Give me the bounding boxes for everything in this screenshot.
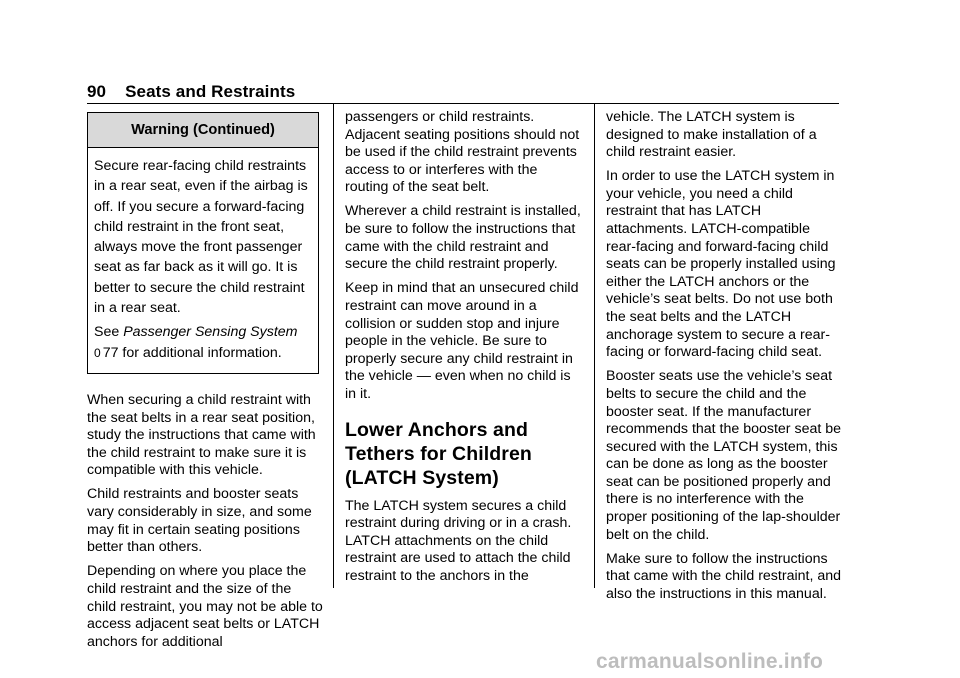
warning-box [87,112,319,374]
warning-body [88,148,318,373]
cross-reference-link[interactable]: Passenger Sensing System [123,324,298,341]
column-3 [606,109,842,610]
section-heading: Lower Anchors and Tethers for Children (LATCH System) [345,418,532,489]
column-2 [345,109,581,592]
paragraph: The LATCH system secures a child restraint during driving or in a crash. LATCH attachments on the child restraint are used to attach the child restraint to the anchors in the [345,497,572,584]
paragraph: Booster seats use the vehicle’s seat belts to secure the child and the booster seat. If the manufacturer recommends that the booster seat be secured with the LATCH system, this can be done as long as the booster seat can be positioned properly and there is no interference with the proper positioning of the lap-shoulder belt on the child. [606,368,842,543]
paragraph: Make sure to follow the instructions that came with the child restraint, and also the instructions in this manual. [606,550,842,602]
page-ref-number[interactable]: 77 [102,344,119,361]
page-number: 90 [87,82,107,101]
page-ref-arrow-icon: 0 [94,345,101,360]
paragraph: Wherever a child restraint is installed, be sure to follow the instructions that came with the child restraint and secure the child restraint properly. [345,203,581,273]
ref-suffix: for additional information. [118,344,282,361]
section-title-header: Seats and Restraints [125,82,296,101]
paragraph: Depending on where you place the child restraint and the size of the child restraint, you may not be able to access adjacent seat belts or LATCH anchors for additional [87,563,323,650]
column-1 [87,112,323,658]
paragraph: passengers or child restraints. Adjacent seating positions should not be used if the child restraint prevents access to or interferes with the routing of the seat belt. [345,109,580,196]
see-prefix: See [94,324,124,341]
header-rule [87,103,839,104]
warning-see-reference [94,322,312,363]
paragraph: When securing a child restraint with the seat belts in a rear seat position, study the instructions that came with the child restraint to make sure it is compatible with this vehicle. [87,391,316,479]
paragraph: vehicle. The LATCH system is designed to make installation of a child restraint easier. [606,109,817,161]
column-divider [333,104,334,588]
column-divider [594,104,595,588]
warning-text: Secure rear-facing child restraints in a rear seat, even if the airbag is off. If you secure a forward-facing child restraint in the front seat, always move the front passenger seat as far back as it will go. It is better to secure the child restraint in a rear seat. [94,158,308,317]
page-header [87,82,295,102]
paragraph: In order to use the LATCH system in your vehicle, you need a child restraint that has LATCH attachments. LATCH-compatible rear-facing and forward-facing child seats can be properly installed using either the LATCH anchors or the vehicle’s seat belts. Do not use both the seat belts and the LATCH anchorage system to secure a rear-facing or forward-facing child seat. [606,168,836,361]
paragraph: Child restraints and booster seats vary considerably in size, and some may fit in certain seating positions better than others. [87,486,312,556]
warning-title: Warning (Continued) [88,113,318,148]
watermark: carmanualsonline.info [596,650,824,673]
paragraph: Keep in mind that an unsecured child restraint can move around in a collision or sudden stop and injure people in the vehicle. Be sure to properly secure any child restraint in the vehicle — even when no child is in it. [345,280,579,402]
